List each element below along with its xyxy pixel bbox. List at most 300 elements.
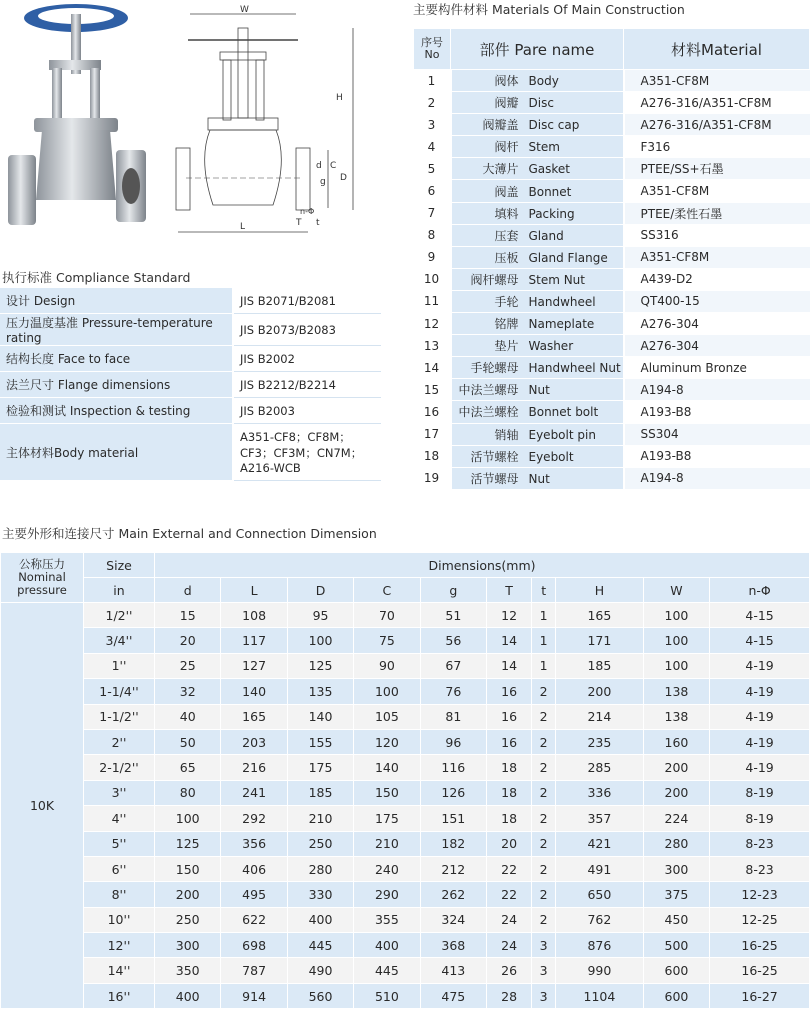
dimension-cell: 212	[420, 856, 486, 881]
dimension-cell: 70	[354, 603, 420, 628]
dimension-cell: 210	[354, 831, 420, 856]
dimension-cell: 250	[287, 831, 353, 856]
material-no: 5	[414, 158, 451, 180]
material-part-cn: 阀瓣	[494, 96, 519, 111]
dimension-cell: 1/2''	[84, 603, 155, 628]
dimension-cell: 12	[487, 603, 532, 628]
dimension-cell: 240	[354, 856, 420, 881]
compliance-label: 设计 Design	[0, 288, 233, 314]
dimension-cell: 490	[287, 958, 353, 983]
material-part-cn: 阀体	[494, 74, 519, 89]
dimension-cell: 22	[487, 856, 532, 881]
material-value: PTEE/柔性石墨	[624, 202, 810, 224]
material-row	[414, 114, 810, 136]
material-value: F316	[624, 136, 810, 158]
material-part-en: Eyebolt	[528, 449, 574, 464]
material-no: 15	[414, 379, 451, 401]
dimension-cell: 135	[287, 679, 353, 704]
dimension-cell: 203	[221, 729, 287, 754]
dimension-cell: 8-19	[710, 806, 810, 831]
dimension-cell: 28	[487, 983, 532, 1008]
material-value: A351-CF8M	[624, 180, 810, 202]
dimension-cell: 495	[221, 882, 287, 907]
dimension-cell: 3	[532, 983, 556, 1008]
material-no: 11	[414, 290, 451, 312]
dim-label-H: H	[336, 93, 343, 103]
material-part	[451, 313, 624, 335]
material-no: 8	[414, 224, 451, 246]
dimension-cell: 224	[643, 806, 709, 831]
material-part-en: Nut	[528, 383, 550, 398]
material-part-en: Body	[528, 74, 559, 89]
dimension-row	[1, 933, 810, 958]
dimension-cell: 20	[155, 628, 221, 653]
dimension-cell: 2''	[84, 729, 155, 754]
material-no: 4	[414, 136, 451, 158]
dimension-cell: 1	[532, 628, 556, 653]
dimension-cell: 96	[420, 729, 486, 754]
dimension-column-header: d	[155, 578, 221, 603]
dim-label-T: T	[296, 218, 302, 228]
dimension-cell: 216	[221, 755, 287, 780]
dimension-cell: 67	[420, 653, 486, 678]
dimension-cell: 200	[643, 780, 709, 805]
material-part-en: Gland	[528, 228, 564, 243]
material-no: 7	[414, 202, 451, 224]
compliance-value: A351-CF8；CF8M；CF3；CF3M；CN7M；A216-WCB	[233, 424, 381, 481]
dimension-cell: 500	[643, 933, 709, 958]
dimension-cell: 165	[221, 704, 287, 729]
dimension-cell: 125	[155, 831, 221, 856]
dimension-row	[1, 603, 810, 628]
dimension-cell: 375	[643, 882, 709, 907]
dimension-cell: 400	[354, 933, 420, 958]
material-row	[414, 136, 810, 158]
dimension-row	[1, 755, 810, 780]
dimension-cell: 18	[487, 755, 532, 780]
dimension-cell: 138	[643, 704, 709, 729]
dimension-cell: 280	[287, 856, 353, 881]
compliance-value: JIS B2071/B2081	[233, 288, 381, 314]
dimension-cell: 876	[556, 933, 644, 958]
dimension-row	[1, 653, 810, 678]
dimension-cell: 285	[556, 755, 644, 780]
material-part	[451, 70, 624, 92]
dimension-cell: 185	[287, 780, 353, 805]
material-value: A193-B8	[624, 401, 810, 423]
dim-label-d: d	[316, 161, 322, 171]
dimension-cell: 4-19	[710, 653, 810, 678]
dimension-cell: 90	[354, 653, 420, 678]
material-part-en: Stem Nut	[528, 272, 585, 287]
material-part-cn: 铭牌	[494, 317, 519, 332]
material-no: 17	[414, 423, 451, 445]
dimension-cell: 108	[221, 603, 287, 628]
dimension-cell: 175	[354, 806, 420, 831]
dimension-cell: 200	[155, 882, 221, 907]
dimension-cell: 421	[556, 831, 644, 856]
dimension-cell: 2	[532, 831, 556, 856]
material-part-cn: 压板	[494, 250, 519, 265]
dimension-cell: 445	[287, 933, 353, 958]
dimension-cell: 622	[221, 907, 287, 932]
material-part	[451, 467, 624, 489]
dimension-cell: 413	[420, 958, 486, 983]
material-value: A439-D2	[624, 268, 810, 290]
dimension-cell: 75	[354, 628, 420, 653]
header-in: in	[84, 578, 155, 603]
dimension-cell: 105	[354, 704, 420, 729]
dimension-cell: 400	[287, 907, 353, 932]
material-part-en: Disc cap	[528, 118, 580, 133]
dimension-cell: 600	[643, 983, 709, 1008]
dimension-cell: 600	[643, 958, 709, 983]
material-part-cn: 手轮	[494, 294, 519, 309]
dimension-cell: 3/4''	[84, 628, 155, 653]
material-row	[414, 467, 810, 489]
dimension-column-header: T	[487, 578, 532, 603]
dimension-cell: 330	[287, 882, 353, 907]
dimension-column-header: n-Φ	[710, 578, 810, 603]
material-part-cn: 压套	[494, 228, 519, 243]
dimension-cell: 560	[287, 983, 353, 1008]
dimension-cell: 8''	[84, 882, 155, 907]
material-row	[414, 379, 810, 401]
dimension-cell: 6''	[84, 856, 155, 881]
compliance-label: 法兰尺寸 Flange dimensions	[0, 372, 233, 398]
material-no: 16	[414, 401, 451, 423]
material-part-en: Handwheel Nut	[528, 361, 621, 376]
dimension-cell: 300	[155, 933, 221, 958]
dimension-cell: 210	[287, 806, 353, 831]
dimension-row	[1, 806, 810, 831]
dimension-cell: 100	[287, 628, 353, 653]
material-part-en: Packing	[528, 206, 575, 221]
dimension-cell: 2	[532, 729, 556, 754]
material-part-en: Handwheel	[528, 294, 596, 309]
dimension-cell: 300	[643, 856, 709, 881]
dimension-cell: 336	[556, 780, 644, 805]
material-value: SS304	[624, 423, 810, 445]
dimension-cell: 3	[532, 933, 556, 958]
dimension-cell: 171	[556, 628, 644, 653]
dimension-cell: 250	[155, 907, 221, 932]
dimensions-table	[0, 552, 810, 1009]
dimension-cell: 510	[354, 983, 420, 1008]
dimension-cell: 18	[487, 806, 532, 831]
dimension-cell: 4-19	[710, 755, 810, 780]
dimension-cell: 14	[487, 628, 532, 653]
header-nominal-pressure: 公称压力 Nominal pressure	[1, 553, 84, 603]
dimension-cell: 175	[287, 755, 353, 780]
dimension-cell: 15	[155, 603, 221, 628]
dimension-cell: 24	[487, 933, 532, 958]
material-no: 3	[414, 114, 451, 136]
material-part	[451, 445, 624, 467]
material-no: 14	[414, 357, 451, 379]
dimension-cell: 150	[155, 856, 221, 881]
dimension-cell: 2	[532, 907, 556, 932]
dimension-row	[1, 882, 810, 907]
dimension-cell: 2	[532, 679, 556, 704]
dimension-cell: 26	[487, 958, 532, 983]
dimension-cell: 2	[532, 780, 556, 805]
dimension-cell: 235	[556, 729, 644, 754]
dimension-cell: 32	[155, 679, 221, 704]
material-part-cn: 大薄片	[482, 162, 519, 177]
material-part-en: Bonnet bolt	[528, 405, 599, 420]
materials-header-material: 材料Material	[624, 29, 810, 70]
material-part	[451, 114, 624, 136]
dimension-cell: 2	[532, 882, 556, 907]
dimension-cell: 120	[354, 729, 420, 754]
material-part-cn: 阀杆	[494, 140, 519, 155]
dimension-cell: 324	[420, 907, 486, 932]
dimension-cell: 4-15	[710, 603, 810, 628]
dimension-cell: 2	[532, 856, 556, 881]
dimension-cell: 350	[155, 958, 221, 983]
dimension-cell: 95	[287, 603, 353, 628]
dimension-cell: 16-25	[710, 958, 810, 983]
dimension-column-header: D	[287, 578, 353, 603]
compliance-label: 压力温度基准 Pressure-temperature rating	[0, 314, 233, 346]
dimension-cell: 185	[556, 653, 644, 678]
dimension-cell: 698	[221, 933, 287, 958]
compliance-row	[0, 288, 381, 314]
material-part	[451, 268, 624, 290]
dimension-cell: 357	[556, 806, 644, 831]
dimension-row	[1, 831, 810, 856]
compliance-value: JIS B2073/B2083	[233, 314, 381, 346]
material-part-en: Bonnet	[528, 184, 572, 199]
dimension-cell: 65	[155, 755, 221, 780]
header-dimensions-group: Dimensions(mm)	[155, 553, 810, 578]
material-value: A193-B8	[624, 445, 810, 467]
material-part-cn: 活节螺栓	[470, 449, 519, 464]
dimension-cell: 241	[221, 780, 287, 805]
dimension-cell: 3''	[84, 780, 155, 805]
dimension-cell: 1-1/4''	[84, 679, 155, 704]
material-row	[414, 202, 810, 224]
material-value: A351-CF8M	[624, 246, 810, 268]
dimension-cell: 25	[155, 653, 221, 678]
dimension-cell: 138	[643, 679, 709, 704]
dimension-cell: 8-23	[710, 831, 810, 856]
dimension-cell: 2	[532, 755, 556, 780]
dimension-cell: 126	[420, 780, 486, 805]
dimension-cell: 40	[155, 704, 221, 729]
material-part	[451, 423, 624, 445]
material-part-en: Disc	[528, 96, 554, 111]
dimension-cell: 4-19	[710, 704, 810, 729]
material-no: 13	[414, 335, 451, 357]
dim-label-L: L	[240, 222, 246, 232]
dimension-cell: 117	[221, 628, 287, 653]
material-part	[451, 379, 624, 401]
flange-left	[8, 155, 36, 225]
material-value: SS316	[624, 224, 810, 246]
dimension-cell: 4-19	[710, 679, 810, 704]
dimension-cell: 16	[487, 679, 532, 704]
material-part-cn: 中法兰螺母	[458, 383, 519, 398]
valve-drawing	[168, 0, 373, 242]
material-part	[451, 335, 624, 357]
dimension-cell: 12-23	[710, 882, 810, 907]
dimension-cell: 1-1/2''	[84, 704, 155, 729]
material-part-en: Eyebolt pin	[528, 427, 596, 442]
body	[36, 130, 116, 200]
dimension-cell: 1''	[84, 653, 155, 678]
dimension-row	[1, 780, 810, 805]
dimension-cell: 100	[643, 653, 709, 678]
compliance-row	[0, 424, 381, 481]
dimension-cell: 140	[287, 704, 353, 729]
dim-label-D: D	[340, 173, 347, 183]
material-part	[451, 224, 624, 246]
dimension-cell: 1104	[556, 983, 644, 1008]
dimension-cell: 16-25	[710, 933, 810, 958]
compliance-table	[0, 288, 381, 481]
dimension-cell: 100	[354, 679, 420, 704]
dimension-cell: 8-23	[710, 856, 810, 881]
dimension-cell: 200	[556, 679, 644, 704]
compliance-value: JIS B2212/B2214	[233, 372, 381, 398]
dimension-cell: 1	[532, 653, 556, 678]
material-row	[414, 180, 810, 202]
dimension-cell: 20	[487, 831, 532, 856]
dimension-cell: 290	[354, 882, 420, 907]
material-part	[451, 246, 624, 268]
dim-label-C: C	[330, 161, 337, 171]
dimension-cell: 140	[221, 679, 287, 704]
dimension-row	[1, 907, 810, 932]
dimension-cell: 450	[643, 907, 709, 932]
dimension-cell: 650	[556, 882, 644, 907]
compliance-row	[0, 398, 381, 424]
material-row	[414, 357, 810, 379]
material-part-en: Gasket	[528, 162, 571, 177]
dimension-cell: 292	[221, 806, 287, 831]
dimension-cell: 762	[556, 907, 644, 932]
dimension-cell: 16	[487, 704, 532, 729]
materials-header-no: 序号 No	[414, 29, 451, 70]
material-part-cn: 手轮螺母	[470, 361, 519, 376]
dimension-cell: 406	[221, 856, 287, 881]
dimension-row	[1, 983, 810, 1008]
dimension-cell: 165	[556, 603, 644, 628]
material-no: 6	[414, 180, 451, 202]
dimension-cell: 10''	[84, 907, 155, 932]
compliance-row	[0, 372, 381, 398]
material-row	[414, 246, 810, 268]
dimension-cell: 14''	[84, 958, 155, 983]
material-part-cn: 垫片	[494, 339, 519, 354]
dimension-column-header: g	[420, 578, 486, 603]
material-value: QT400-15	[624, 290, 810, 312]
dim-label-g: g	[320, 177, 326, 187]
dimension-cell: 3	[532, 958, 556, 983]
dimension-cell: 356	[221, 831, 287, 856]
material-row	[414, 158, 810, 180]
dimension-cell: 280	[643, 831, 709, 856]
material-no: 10	[414, 268, 451, 290]
dimension-cell: 160	[643, 729, 709, 754]
nominal-pressure-value: 10K	[1, 603, 84, 1009]
material-part	[451, 180, 624, 202]
dimension-cell: 151	[420, 806, 486, 831]
material-part-en: Stem	[528, 140, 560, 155]
dimension-cell: 81	[420, 704, 486, 729]
dimension-cell: 76	[420, 679, 486, 704]
dimension-cell: 475	[420, 983, 486, 1008]
material-part	[451, 202, 624, 224]
material-part-en: Nameplate	[528, 317, 595, 332]
dimension-column-header: C	[354, 578, 420, 603]
material-part	[451, 401, 624, 423]
dimension-cell: 262	[420, 882, 486, 907]
dim-label-t: t	[316, 218, 320, 228]
dimension-row	[1, 729, 810, 754]
dimension-cell: 182	[420, 831, 486, 856]
dimension-cell: 4''	[84, 806, 155, 831]
bonnet-flange	[34, 118, 118, 132]
material-part-cn: 中法兰螺栓	[458, 405, 519, 420]
material-value: A194-8	[624, 467, 810, 489]
material-no: 1	[414, 70, 451, 92]
material-part-cn: 阀杆螺母	[470, 272, 519, 287]
dimension-cell: 16	[487, 729, 532, 754]
dimension-cell: 4-19	[710, 729, 810, 754]
material-value: Aluminum Bronze	[624, 357, 810, 379]
dimension-cell: 100	[155, 806, 221, 831]
material-part	[451, 136, 624, 158]
dimension-cell: 16''	[84, 983, 155, 1008]
valve-photo	[4, 0, 156, 242]
compliance-label: 检验和测试 Inspection & testing	[0, 398, 233, 424]
header-size: Size	[84, 553, 155, 578]
material-row	[414, 290, 810, 312]
dimension-cell: 100	[643, 603, 709, 628]
dimension-cell: 16-27	[710, 983, 810, 1008]
dimension-cell: 12-25	[710, 907, 810, 932]
dimension-cell: 51	[420, 603, 486, 628]
material-no: 18	[414, 445, 451, 467]
dimension-cell: 4-15	[710, 628, 810, 653]
material-row	[414, 92, 810, 114]
dimension-cell: 155	[287, 729, 353, 754]
compliance-value: JIS B2003	[233, 398, 381, 424]
material-part	[451, 92, 624, 114]
dimension-cell: 200	[643, 755, 709, 780]
material-part-cn: 阀盖	[494, 184, 519, 199]
dimension-cell: 127	[221, 653, 287, 678]
material-no: 12	[414, 313, 451, 335]
material-part-cn: 阀瓣盖	[482, 118, 519, 133]
material-value: A276-316/A351-CF8M	[624, 92, 810, 114]
material-part-en: Washer	[528, 339, 574, 354]
dimension-cell: 140	[354, 755, 420, 780]
dimension-cell: 12''	[84, 933, 155, 958]
material-value: A276-316/A351-CF8M	[624, 114, 810, 136]
dimension-cell: 125	[287, 653, 353, 678]
material-part-en: Gland Flange	[528, 250, 608, 265]
dimension-row	[1, 958, 810, 983]
material-part-cn: 填料	[494, 206, 519, 221]
dimension-cell: 56	[420, 628, 486, 653]
dimensions-title: 主要外形和连接尺寸 Main External and Connection Dimension	[2, 526, 377, 541]
dim-label-W: W	[240, 5, 249, 15]
dimension-cell: 400	[155, 983, 221, 1008]
